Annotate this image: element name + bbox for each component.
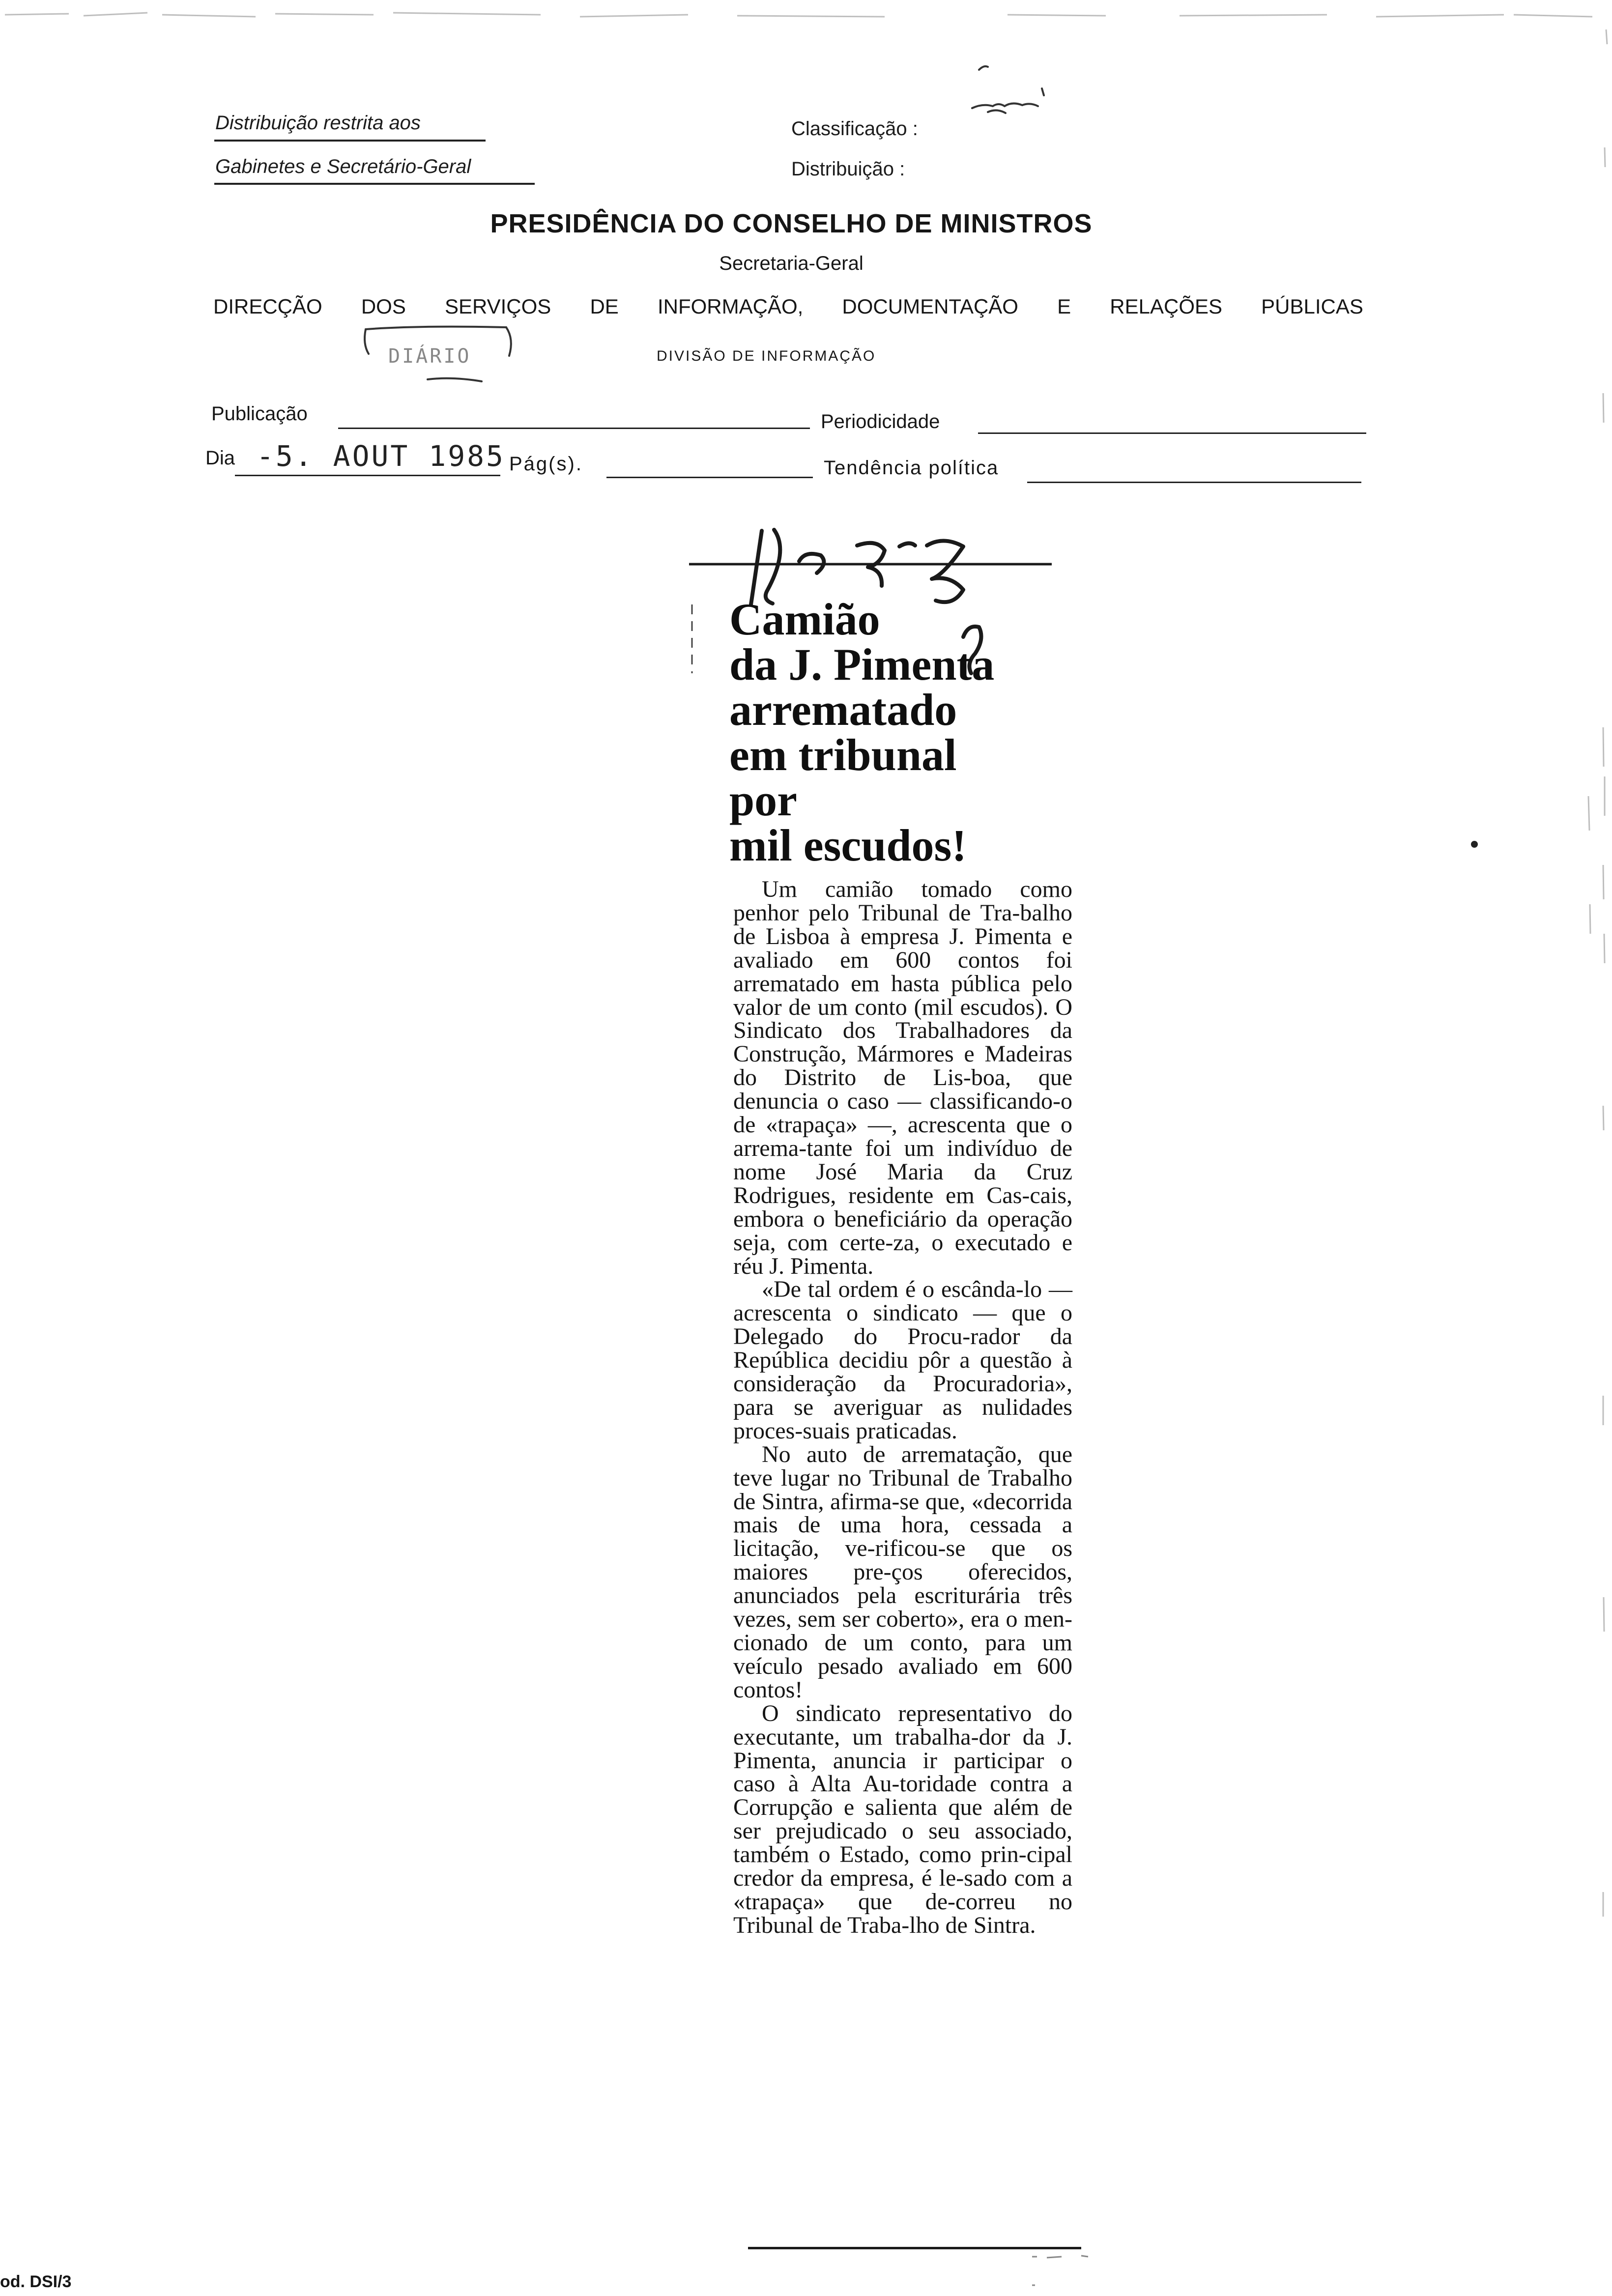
direction-line [213, 295, 1363, 318]
form-code: od. DSI/3 [0, 2272, 72, 2291]
handwritten-initials [968, 59, 1096, 157]
direction-word: DOS [361, 295, 406, 318]
direction-word: DOCUMENTAÇÃO [842, 295, 1018, 318]
publicacao-label: Publicação [211, 403, 308, 425]
pags-rule [606, 477, 813, 478]
dia-date-stamp: -5. AOUT 1985 [257, 439, 505, 473]
pags-label: Pág(s). [509, 453, 583, 475]
article-paragraph: O sindicato representativo do executante, um trabalha-dor da J. Pimenta, anuncia ir participar o caso à Alta Au-toridade contra a Corrupção e salienta que além de ser prejudicado o seu associado, também o Estado, como prin-cipal credor da empresa, é le-sado com a «trapaça» que de-correu no Tribunal de Traba-lho de Sintra. [733, 1700, 1072, 1938]
direction-word: INFORMAÇÃO, [657, 295, 804, 318]
article-paragraph: Um camião tomado como penhor pelo Tribunal de Tra-balho de Lisboa à empresa J. Pimenta e avaliado em 600 contos foi arrematado em hasta pública pelo valor de um conto (mil escudos). O Sindicato dos Trabalhadores da Construção, Mármores e Madeiras do Distrito de Lis-boa, que denuncia o caso — classificando-o de «trapaça» —, acrescenta que o arrema-tante foi um indivíduo de nome José Maria da Cruz Rodrigues, residente em Cas-cais, embora o beneficiário da operação seja, com certe-za, o executado e réu J. Pimenta. [733, 876, 1072, 1279]
tendencia-rule [1027, 482, 1361, 483]
organization-subtitle: Secretaria-Geral [719, 253, 864, 274]
periodicidade-label: Periodicidade [821, 411, 940, 432]
clipping-bottom-rule [748, 2247, 1081, 2249]
direction-word: RELAÇÕES [1110, 295, 1223, 318]
distribution-note-rule-1 [214, 140, 486, 142]
direction-word: E [1057, 295, 1071, 318]
distribution-note-line-1: Distribuição restrita aos [215, 112, 421, 134]
periodicidade-rule [978, 432, 1366, 434]
classificacao-label: Classificação : [791, 118, 918, 140]
margin-mark [690, 604, 695, 678]
svg-text:DIÁRIO: DIÁRIO [388, 345, 471, 368]
direction-word: DIRECÇÃO [213, 295, 322, 318]
headline-line: Camião [729, 594, 880, 644]
headline-line: mil escudos! [729, 820, 967, 870]
tendencia-label: Tendência política [824, 457, 999, 479]
distribution-note-rule-2 [214, 183, 535, 185]
newspaper-stamp [359, 324, 521, 388]
organization-title: PRESIDÊNCIA DO CONSELHO DE MINISTROS [490, 209, 1093, 238]
direction-word: DE [590, 295, 619, 318]
dia-rule [235, 475, 500, 476]
article-headline [729, 594, 995, 870]
article-paragraph: No auto de arrematação, que teve lugar no Tribunal de Trabalho de Sintra, afirma-se que, «decorrida mais de uma hora, cessada a licitação, ve-rificou-se que os maiores pre-ços oferecidos, anunciados pela escriturária três vezes, sem ser coberto», era o men-cionado de um conto, para um veículo pesado avaliado em 600 contos! [733, 1441, 1072, 1703]
direction-word: SERVIÇOS [445, 295, 551, 318]
headline-line: em tribunal [729, 730, 957, 780]
distribuicao-label: Distribuição : [791, 158, 905, 180]
direction-word: PÚBLICAS [1261, 295, 1363, 318]
article-body [733, 878, 1072, 1937]
headline-line: da J. Pimenta [729, 639, 995, 689]
article-paragraph: «De tal ordem é o escânda-lo — acrescenta o sindicato — que o Delegado do Procu-rador da República decidiu pôr a questão à consideração da Procuradoria», para se averiguar as nulidades proces-suais praticadas. [733, 1276, 1072, 1444]
division-label: DIVISÃO DE INFORMAÇÃO [657, 348, 876, 364]
distribution-note-line-2: Gabinetes e Secretário-Geral [215, 156, 471, 177]
publicacao-rule [338, 428, 810, 429]
bottom-scan-marks [737, 2251, 1111, 2290]
headline-line: por [729, 775, 797, 825]
dia-label: Dia [205, 447, 235, 469]
headline-line: arrematado [729, 685, 957, 735]
